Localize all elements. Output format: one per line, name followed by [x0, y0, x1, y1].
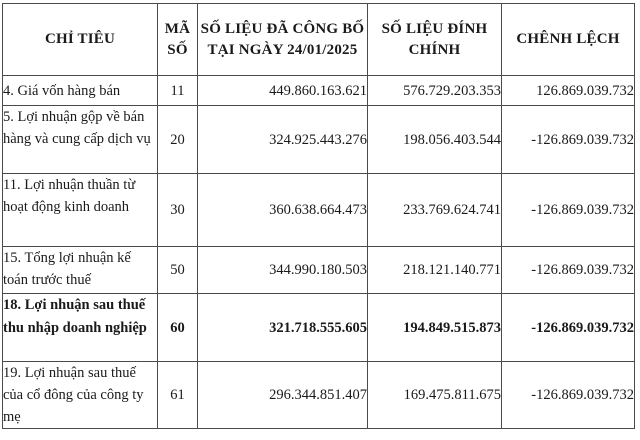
- row-indicator: 19. Lợi nhuận sau thuế của cổ đông của công ty mẹ: [3, 362, 158, 429]
- row-difference: 126.869.039.732: [502, 76, 635, 106]
- table-header-row: [3, 4, 635, 76]
- row-difference: -126.869.039.732: [502, 247, 635, 294]
- table-row-highlighted: [3, 294, 635, 362]
- row-corrected: 194.849.515.873: [368, 294, 502, 362]
- row-code: 50: [158, 247, 198, 294]
- row-corrected: 169.475.811.675: [368, 362, 502, 429]
- table-row: [3, 106, 635, 174]
- table-row: [3, 174, 635, 247]
- row-published: 321.718.555.605: [198, 294, 368, 362]
- header-corrected: SỐ LIỆU ĐÍNH CHÍNH: [368, 4, 502, 76]
- row-code: 60: [158, 294, 198, 362]
- row-code: 20: [158, 106, 198, 174]
- table-row: [3, 76, 635, 106]
- row-difference: -126.869.039.732: [502, 174, 635, 247]
- row-indicator: 11. Lợi nhuận thuần từ hoạt động kinh doanh: [3, 174, 158, 247]
- row-difference: -126.869.039.732: [502, 362, 635, 429]
- row-corrected: 218.121.140.771: [368, 247, 502, 294]
- table-row: [3, 247, 635, 294]
- row-published: 296.344.851.407: [198, 362, 368, 429]
- row-corrected: 233.769.624.741: [368, 174, 502, 247]
- financial-correction-table: [2, 3, 635, 429]
- row-code: 61: [158, 362, 198, 429]
- row-indicator: 18. Lợi nhuận sau thuế thu nhập doanh nghiệp: [3, 294, 158, 362]
- row-difference: -126.869.039.732: [502, 294, 635, 362]
- header-indicator: CHỈ TIÊU: [3, 4, 158, 76]
- row-difference: -126.869.039.732: [502, 106, 635, 174]
- table-row: [3, 362, 635, 429]
- row-published: 324.925.443.276: [198, 106, 368, 174]
- row-corrected: 198.056.403.544: [368, 106, 502, 174]
- header-code: MÃ SỐ: [158, 4, 198, 76]
- row-published: 360.638.664.473: [198, 174, 368, 247]
- row-code: 30: [158, 174, 198, 247]
- row-indicator: 4. Giá vốn hàng bán: [3, 76, 158, 106]
- row-corrected: 576.729.203.353: [368, 76, 502, 106]
- header-published: SỐ LIỆU ĐÃ CÔNG BỐ TẠI NGÀY 24/01/2025: [198, 4, 368, 76]
- row-code: 11: [158, 76, 198, 106]
- header-difference: CHÊNH LỆCH: [502, 4, 635, 76]
- row-published: 344.990.180.503: [198, 247, 368, 294]
- row-published: 449.860.163.621: [198, 76, 368, 106]
- row-indicator: 5. Lợi nhuận gộp về bán hàng và cung cấp dịch vụ: [3, 106, 158, 174]
- row-indicator: 15. Tổng lợi nhuận kế toán trước thuế: [3, 247, 158, 294]
